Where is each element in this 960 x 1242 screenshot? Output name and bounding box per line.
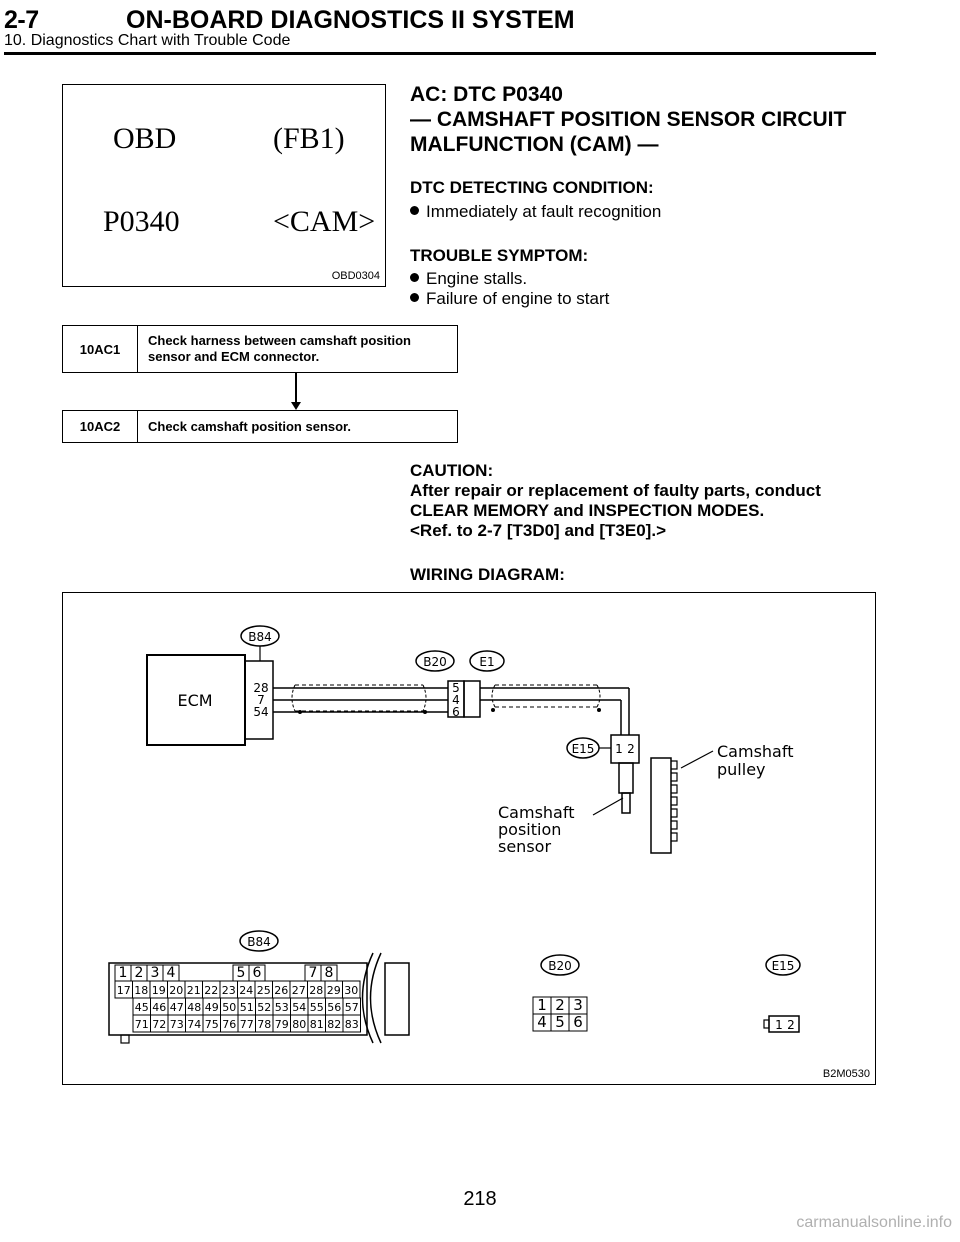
caution-block [410, 461, 878, 541]
caution-line: CLEAR MEMORY and INSPECTION MODES. [410, 501, 765, 520]
pin-number: 8 [324, 965, 334, 981]
pin-number: 77 [239, 1018, 254, 1031]
e15-face-pin: 2 [787, 1018, 795, 1032]
section-title-line2: — CAMSHAFT POSITION SENSOR CIRCUIT [410, 108, 847, 131]
pulley-label: pulley [717, 760, 766, 779]
wiring-diagram-svg [63, 593, 877, 1086]
pin-number: 82 [327, 1018, 342, 1031]
b20-pin: 5 [452, 681, 460, 695]
pin-number: 18 [134, 984, 149, 997]
figure-code: OBD0304 [331, 270, 380, 282]
pin-number: 3 [573, 996, 583, 1014]
flow-step [62, 325, 458, 373]
pin-number: 79 [274, 1018, 289, 1031]
pin-number: 1 [118, 965, 128, 981]
obd-line2-left: P0340 [103, 205, 180, 238]
pulley-teeth [671, 761, 677, 841]
caution-label: CAUTION: [410, 461, 494, 480]
e15-tag-label: E15 [571, 742, 595, 756]
pin-number: 76 [222, 1018, 237, 1031]
pin-number: 23 [221, 984, 236, 997]
pin-number: 74 [187, 1018, 202, 1031]
pin-number: 3 [150, 965, 160, 981]
flow-step-id: 10AC2 [63, 411, 138, 442]
section-title-line3: MALFUNCTION (CAM) — [410, 133, 659, 156]
b84-tag-label: B84 [248, 630, 272, 644]
pin-number: 24 [239, 984, 254, 997]
flow-step-text: Check harness between camshaft position sensor and ECM connector. [148, 333, 411, 364]
page-title: ON-BOARD DIAGNOSTICS II SYSTEM [126, 6, 575, 34]
pin-number: 83 [344, 1018, 359, 1031]
pin-number: 17 [116, 984, 131, 997]
ecm-label: ECM [177, 691, 213, 710]
caution-reference: <Ref. to 2-7 [T3D0] and [T3E0].> [410, 521, 666, 540]
section-title-line1: AC: DTC P0340 [410, 83, 563, 106]
detecting-condition-label: DTC DETECTING CONDITION: [410, 178, 654, 197]
pin-number: 1 [537, 996, 547, 1014]
pin-number: 48 [187, 1001, 202, 1014]
pin-number: 52 [257, 1001, 272, 1014]
wiring-diagram-label: WIRING DIAGRAM: [410, 565, 565, 584]
page-number: 218 [463, 1188, 497, 1210]
symptom-item: Failure of engine to start [410, 289, 609, 309]
sensor-label: position [498, 820, 562, 839]
pin-number: 45 [134, 1001, 149, 1014]
pin-number: 20 [169, 984, 184, 997]
sensor-tip [622, 793, 630, 813]
pin-number: 22 [204, 984, 219, 997]
pin-number: 80 [292, 1018, 307, 1031]
flow-step [62, 410, 458, 443]
obd-display-figure [62, 84, 386, 287]
b20-pin-grid [533, 996, 587, 1031]
caution-line: After repair or replacement of faulty parts, conduct [410, 481, 821, 500]
b84-pin-grid [115, 965, 361, 1032]
pin-number: 25 [256, 984, 271, 997]
pin-number: 28 [309, 984, 324, 997]
pin-number: 71 [134, 1018, 149, 1031]
e15-face-tag-label: E15 [771, 959, 795, 973]
pin-number: 5 [236, 965, 246, 981]
symptom-item: Engine stalls. [410, 269, 527, 289]
wiring-diagram [62, 592, 876, 1085]
bullet-icon [410, 293, 419, 302]
pin-number: 78 [257, 1018, 272, 1031]
pin-number: 57 [344, 1001, 359, 1014]
header-rule [4, 52, 876, 55]
pin-number: 6 [252, 965, 262, 981]
flow-arrow-icon [295, 373, 297, 408]
pin-number: 55 [309, 1001, 324, 1014]
page-subtitle: 10. Diagnostics Chart with Trouble Code [4, 32, 291, 49]
pin-number: 75 [204, 1018, 219, 1031]
e15-pin: 1 [615, 742, 623, 756]
pin-number: 49 [204, 1001, 219, 1014]
obd-line2-right: <CAM> [273, 205, 376, 238]
pin-number: 29 [326, 984, 341, 997]
pin-number: 50 [222, 1001, 237, 1014]
pin-number: 56 [327, 1001, 342, 1014]
pin-number: 81 [309, 1018, 324, 1031]
pin-number: 2 [134, 965, 144, 981]
obd-line1-left: OBD [113, 122, 177, 155]
bullet-icon [410, 206, 419, 215]
b84-face-tag-label: B84 [247, 935, 271, 949]
e1-tag-label: E1 [479, 655, 495, 669]
pin-number: 5 [555, 1013, 565, 1031]
b20-tag-label: B20 [423, 655, 447, 669]
e1-connector [464, 681, 480, 717]
b84-pin: 7 [257, 693, 265, 707]
sensor-label: sensor [498, 837, 552, 856]
b20-face-tag-label: B20 [548, 959, 572, 973]
pin-number: 26 [274, 984, 289, 997]
diagram-code: B2M0530 [822, 1068, 870, 1080]
detecting-item: Immediately at fault recognition [410, 202, 661, 222]
pin-number: 54 [292, 1001, 307, 1014]
pulley-label: Camshaft [717, 742, 794, 761]
flow-step-text: Check camshaft position sensor. [148, 418, 352, 434]
pin-number: 72 [152, 1018, 167, 1031]
pin-number: 4 [166, 965, 176, 981]
pin-number: 51 [239, 1001, 254, 1014]
pin-number: 7 [308, 965, 318, 981]
e15-face-pin: 1 [775, 1018, 783, 1032]
sensor-body [619, 763, 633, 793]
obd-line1-right: (FB1) [273, 122, 345, 155]
section-title [410, 82, 846, 157]
pin-number: 73 [169, 1018, 184, 1031]
watermark: carmanualsonline.info [796, 1214, 952, 1231]
pin-number: 4 [537, 1013, 547, 1031]
pin-number: 27 [291, 984, 306, 997]
b84-pin: 28 [253, 681, 269, 695]
trouble-symptom-label: TROUBLE SYMPTOM: [410, 246, 589, 265]
bullet-icon [410, 273, 419, 282]
pin-number: 2 [555, 996, 565, 1014]
section-number: 2-7 [4, 6, 39, 34]
e15-pin: 2 [627, 742, 635, 756]
pin-number: 19 [151, 984, 166, 997]
b20-pin: 4 [452, 693, 460, 707]
pin-number: 6 [573, 1013, 583, 1031]
pin-number: 47 [169, 1001, 184, 1014]
flow-step-id: 10AC1 [63, 326, 138, 372]
pulley-body [651, 758, 671, 853]
pin-number: 21 [186, 984, 201, 997]
pin-number: 53 [274, 1001, 289, 1014]
b20-pin: 6 [452, 705, 460, 719]
pin-number: 30 [344, 984, 359, 997]
b84-pin: 54 [253, 705, 269, 719]
sensor-label: Camshaft [498, 803, 575, 822]
pin-number: 46 [152, 1001, 167, 1014]
